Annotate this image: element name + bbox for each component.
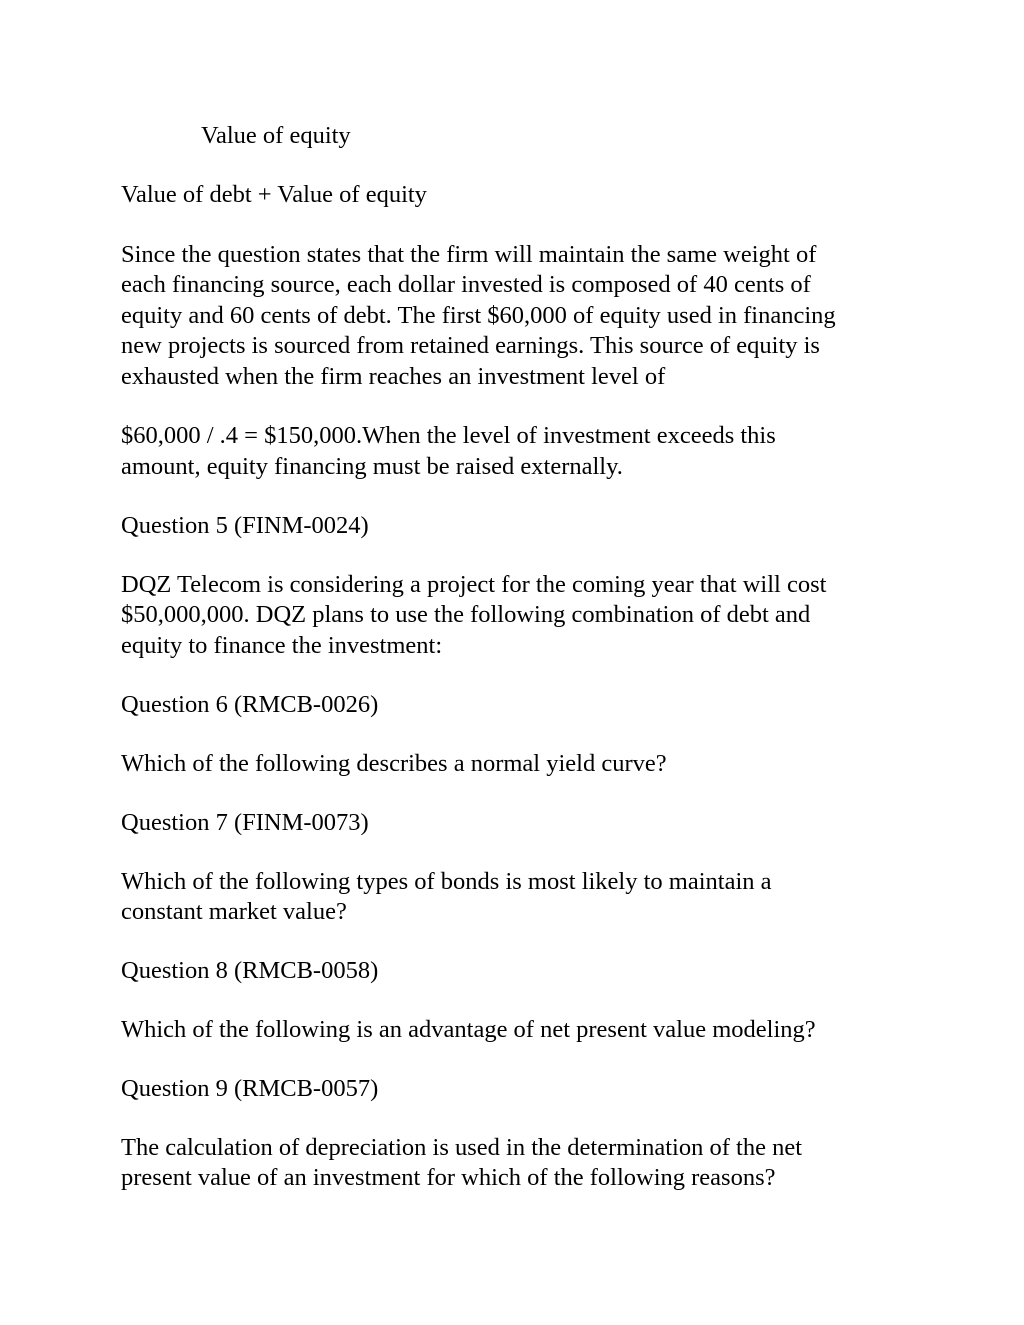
explanation-line: equity and 60 cents of debt. The first $60,000 of equity used in financing	[121, 302, 836, 329]
question-text: constant market value?	[121, 898, 347, 925]
question-text: The calculation of depreciation is used in the determination of the net	[121, 1134, 802, 1161]
question-text: Which of the following describes a normal yield curve?	[121, 750, 667, 777]
explanation-line: exhausted when the firm reaches an investment level of	[121, 363, 666, 390]
question-text: equity to finance the investment:	[121, 632, 443, 659]
question-heading: Question 6 (RMCB-0026)	[121, 691, 379, 718]
formula-label: Value of equity	[201, 122, 351, 149]
question-heading: Question 5 (FINM-0024)	[121, 512, 369, 539]
question-text: Which of the following is an advantage of net present value modeling?	[121, 1016, 816, 1043]
question-text: present value of an investment for which of the following reasons?	[121, 1164, 776, 1191]
calculation-line: amount, equity financing must be raised externally.	[121, 453, 623, 480]
question-text: Which of the following types of bonds is most likely to maintain a	[121, 868, 772, 895]
question-text: $50,000,000. DQZ plans to use the following combination of debt and	[121, 601, 811, 628]
question-heading: Question 8 (RMCB-0058)	[121, 957, 379, 984]
question-heading: Question 7 (FINM-0073)	[121, 809, 369, 836]
explanation-line: each financing source, each dollar invested is composed of 40 cents of	[121, 271, 811, 298]
formula-denominator: Value of debt + Value of equity	[121, 181, 427, 208]
calculation-line: $60,000 / .4 = $150,000.When the level of investment exceeds this	[121, 422, 776, 449]
question-text: DQZ Telecom is considering a project for the coming year that will cost	[121, 571, 827, 598]
question-heading: Question 9 (RMCB-0057)	[121, 1075, 379, 1102]
explanation-line: Since the question states that the firm will maintain the same weight of	[121, 241, 817, 268]
explanation-line: new projects is sourced from retained earnings. This source of equity is	[121, 332, 820, 359]
